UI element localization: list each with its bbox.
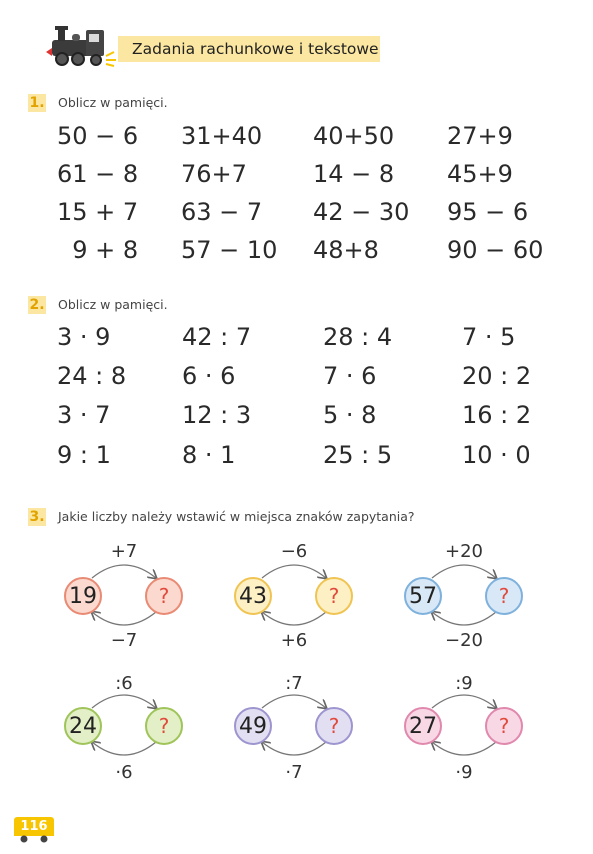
expression: 20 : 2 — [462, 362, 532, 390]
expression: 48+8 — [313, 236, 379, 264]
expression: 45+9 — [447, 160, 513, 188]
expression: 95 − 6 — [447, 198, 529, 226]
bottom-arrow — [92, 612, 156, 625]
expression: 9 + 8 — [57, 236, 139, 264]
start-number-bubble: 24 — [64, 707, 102, 745]
task-2-instruction: Oblicz w pamięci. — [58, 297, 168, 312]
bottom-arrow — [262, 742, 326, 755]
expression: 7 · 6 — [323, 362, 377, 390]
expression: 15 + 7 — [57, 198, 139, 226]
expression: 9 : 1 — [57, 441, 111, 469]
top-operation: +20 — [445, 541, 483, 562]
expression: 16 : 2 — [462, 401, 532, 429]
unknown-bubble[interactable]: ? — [145, 707, 183, 745]
top-operation: :7 — [285, 673, 303, 694]
top-arrow — [92, 565, 156, 578]
expression: 57 − 10 — [181, 236, 278, 264]
expression: 40+50 — [313, 122, 395, 150]
start-number-bubble: 43 — [234, 577, 272, 615]
top-arrow — [92, 695, 156, 708]
expression: 27+9 — [447, 122, 513, 150]
unknown-bubble[interactable]: ? — [315, 707, 353, 745]
unknown-bubble[interactable]: ? — [485, 707, 523, 745]
unknown-bubble[interactable]: ? — [315, 577, 353, 615]
page-title: Zadania rachunkowe i tekstowe — [132, 40, 379, 58]
expression: 7 · 5 — [462, 323, 516, 351]
expression: 28 : 4 — [323, 323, 393, 351]
task-3-instruction: Jakie liczby należy wstawić w miejsca znaków zapytania? — [58, 509, 415, 524]
top-operation: :9 — [455, 673, 473, 694]
unknown-bubble[interactable]: ? — [485, 577, 523, 615]
bottom-operation: ·6 — [115, 762, 133, 783]
expression: 31+40 — [181, 122, 263, 150]
expression: 6 · 6 — [182, 362, 236, 390]
top-arrow — [262, 695, 326, 708]
bottom-operation: ·9 — [455, 762, 473, 783]
top-operation: +7 — [110, 541, 138, 562]
bottom-operation: −20 — [445, 630, 483, 651]
bottom-operation: +6 — [280, 630, 308, 651]
bottom-operation: −7 — [110, 630, 138, 651]
top-arrow — [432, 695, 496, 708]
top-operation: :6 — [115, 673, 133, 694]
bottom-operation: ·7 — [285, 762, 303, 783]
expression: 12 : 3 — [182, 401, 252, 429]
page-number: 116 — [14, 817, 54, 836]
expression: 5 · 8 — [323, 401, 377, 429]
expression: 14 − 8 — [313, 160, 395, 188]
start-number-bubble: 19 — [64, 577, 102, 615]
expression: 42 − 30 — [313, 198, 410, 226]
top-operation: −6 — [280, 541, 308, 562]
wagon-wheels-icon — [14, 834, 54, 844]
expression: 8 · 1 — [182, 441, 236, 469]
expression: 25 : 5 — [323, 441, 393, 469]
expression: 24 : 8 — [57, 362, 127, 390]
expression: 42 : 7 — [182, 323, 252, 351]
top-arrow — [432, 565, 496, 578]
expression: 63 − 7 — [181, 198, 263, 226]
bottom-arrow — [432, 742, 496, 755]
expression: 3 · 9 — [57, 323, 111, 351]
expression: 10 · 0 — [462, 441, 531, 469]
unknown-bubble[interactable]: ? — [145, 577, 183, 615]
expression: 76+7 — [181, 160, 247, 188]
bottom-arrow — [432, 612, 496, 625]
expression: 3 · 7 — [57, 401, 111, 429]
expression: 61 − 8 — [57, 160, 139, 188]
top-arrow — [262, 565, 326, 578]
expression: 90 − 60 — [447, 236, 544, 264]
start-number-bubble: 27 — [404, 707, 442, 745]
start-number-bubble: 57 — [404, 577, 442, 615]
bottom-arrow — [92, 742, 156, 755]
start-number-bubble: 49 — [234, 707, 272, 745]
task-1-instruction: Oblicz w pamięci. — [58, 95, 168, 110]
bottom-arrow — [262, 612, 326, 625]
task-1-number: 1. — [29, 95, 45, 111]
task-3-number: 3. — [29, 509, 45, 525]
task-2-number: 2. — [29, 297, 45, 313]
expression: 50 − 6 — [57, 122, 139, 150]
